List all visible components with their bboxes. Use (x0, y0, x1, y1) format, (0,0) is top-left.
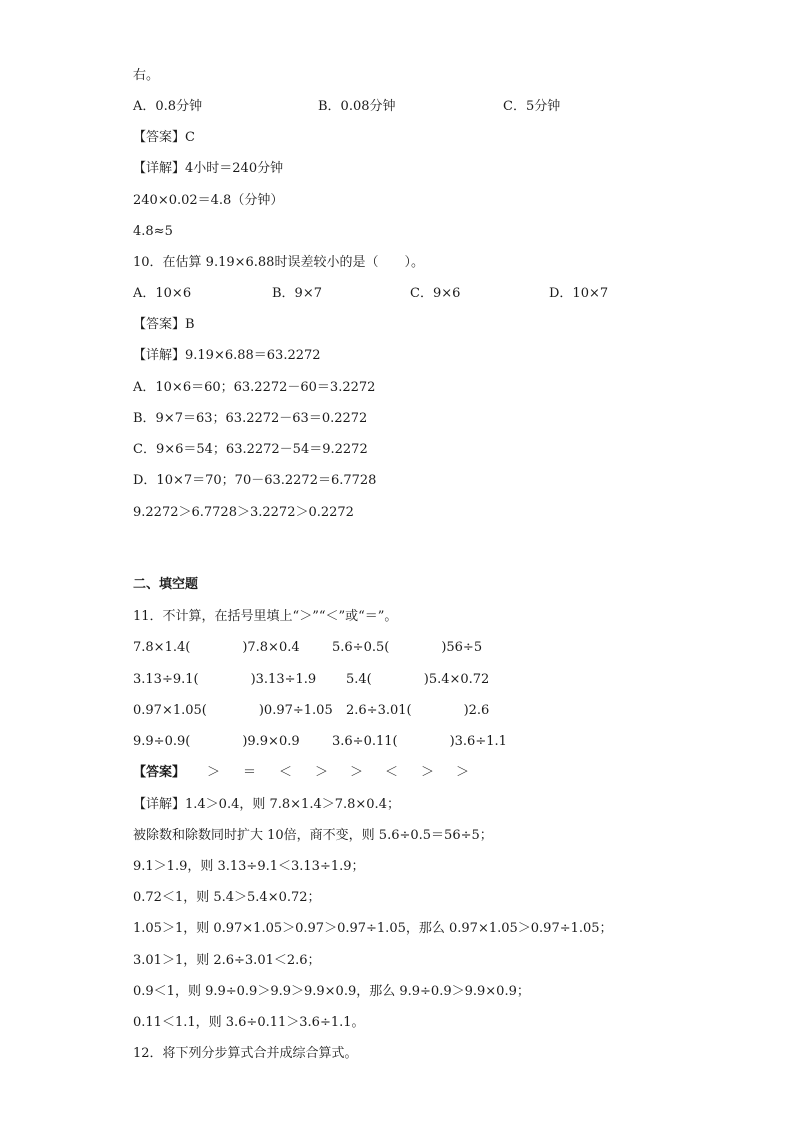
q11-item-6: 2.6÷3.01( )2.6 (346, 703, 490, 718)
q11-answer-symbol-3: ＜ (279, 765, 293, 780)
q9-option-a: A．0.8分钟 (133, 99, 203, 114)
section-title: 二、填空题 (133, 577, 199, 592)
q11-detail-2: 被除数和除数同时扩大 10倍，商不变，则 5.6÷0.5＝56÷5； (133, 828, 493, 843)
q10-option-b: B．9×7 (272, 286, 322, 301)
q9-detail-1: 【详解】4小时＝240分钟 (133, 161, 284, 176)
q11-answer-symbol-2: ＝ (243, 765, 257, 780)
q11-answer-symbol-7: ＞ (421, 765, 435, 780)
q11-answer-symbol-8: ＞ (456, 765, 470, 780)
q10-detail-1: 【详解】9.19×6.88＝63.2272 (133, 348, 321, 363)
q11-item-2: 5.6÷0.5( )56÷5 (332, 640, 483, 655)
q11-answer-symbol-4: ＞ (315, 765, 329, 780)
q11-item-8: 3.6÷0.11( )3.6÷1.1 (332, 734, 507, 749)
q11-item-3: 3.13÷9.1( )3.13÷1.9 (133, 672, 317, 687)
q11-item-4: 5.4( )5.4×0.72 (346, 672, 490, 687)
q11-detail-3: 9.1＞1.9，则 3.13÷9.1＜3.13÷1.9； (133, 859, 365, 874)
q11-detail-1: 【详解】1.4＞0.4，则 7.8×1.4＞7.8×0.4； (133, 797, 400, 812)
q11-answer-symbol-6: ＜ (385, 765, 399, 780)
q9-detail-3: 4.8≈5 (133, 224, 173, 239)
q10-detail-2: A．10×6＝60；63.2272－60＝3.2272 (133, 380, 376, 395)
q11-answer-symbol-5: ＞ (350, 765, 364, 780)
q11-question: 11．不计算，在括号里填上“＞”“＜”或“＝”。 (133, 609, 398, 624)
q10-detail-5: D．10×7＝70；70－63.2272＝6.7728 (133, 473, 377, 488)
q9-answer: 【答案】C (133, 130, 195, 145)
q11-item-7: 9.9÷0.9( )9.9×0.9 (133, 734, 300, 749)
q11-detail-7: 0.9＜1，则 9.9÷0.9＞9.9＞9.9×0.9，那么 9.9÷0.9＞9.9×0.9； (133, 984, 530, 999)
q9-option-b: B．0.08分钟 (318, 99, 396, 114)
q11-item-5: 0.97×1.05( )0.97÷1.05 (133, 703, 333, 718)
q10-option-d: D．10×7 (549, 286, 609, 301)
q10-question: 10．在估算 9.19×6.88时误差较小的是（ ）。 (133, 255, 424, 270)
q12-question: 12．将下列分步算式合并成综合算式。 (133, 1046, 358, 1061)
q10-detail-4: C．9×6＝54；63.2272－54＝9.2272 (133, 442, 368, 457)
q11-detail-4: 0.72＜1，则 5.4＞5.4×0.72； (133, 890, 321, 905)
q11-item-1: 7.8×1.4( )7.8×0.4 (133, 640, 300, 655)
q10-detail-6: 9.2272＞6.7728＞3.2272＞0.2272 (133, 505, 354, 520)
q11-answer-symbol-1: ＞ (207, 765, 221, 780)
q10-option-a: A．10×6 (133, 286, 192, 301)
q11-detail-6: 3.01＞1，则 2.6÷3.01＜2.6； (133, 953, 321, 968)
q11-answer-label: 【答案】 (133, 765, 186, 780)
q11-detail-5: 1.05＞1，则 0.97×1.05＞0.97＞0.97÷1.05，那么 0.97×1.05＞0.97÷1.05； (133, 921, 613, 936)
q9-detail-2: 240×0.02＝4.8（分钟） (133, 193, 284, 208)
q9-option-c: C．5分钟 (503, 99, 561, 114)
q10-option-c: C．9×6 (410, 286, 461, 301)
q10-detail-3: B．9×7＝63；63.2272－63＝0.2272 (133, 411, 368, 426)
q11-detail-8: 0.11＜1.1，则 3.6÷0.11＞3.6÷1.1。 (133, 1015, 365, 1030)
q9-question-tail: 右。 (133, 68, 160, 83)
q10-answer: 【答案】B (133, 317, 195, 332)
